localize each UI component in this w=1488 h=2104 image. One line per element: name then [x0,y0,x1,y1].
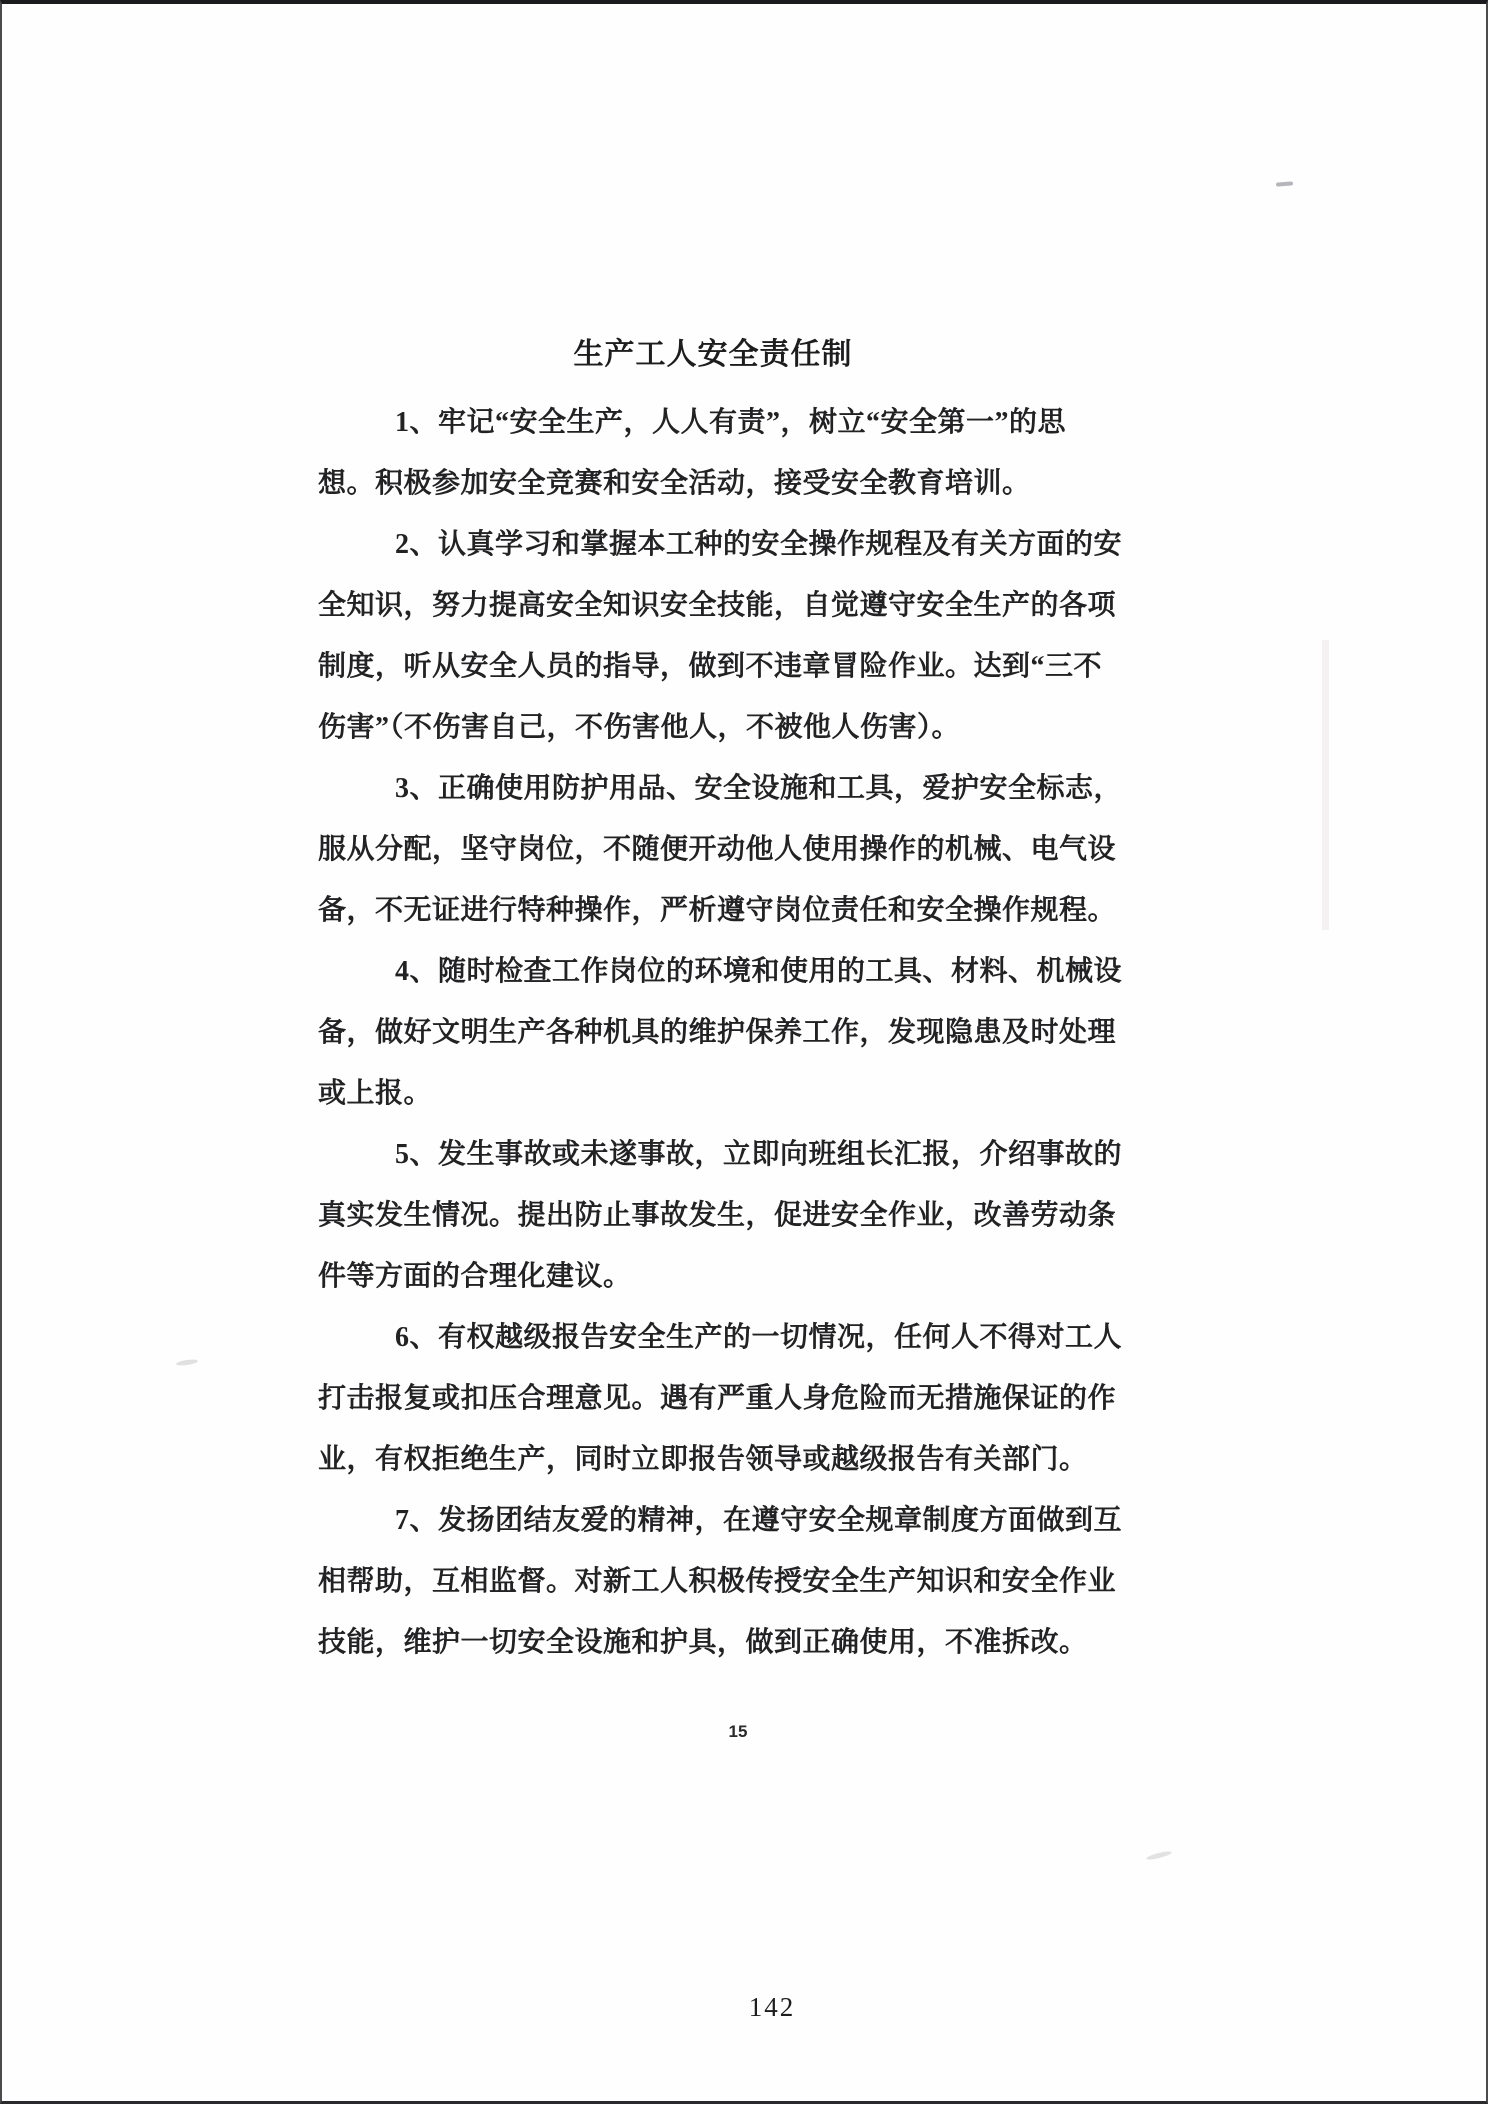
paragraph-7-line-2: 相帮助，互相监督。对新工人积极传授安全生产知识和安全作业 [318,1566,1117,1597]
paragraph-6-line-2: 打击报复或扣压合理意见。遇有严重人身危险而无措施保证的作 [318,1383,1117,1414]
scan-artifact [176,1358,198,1366]
page-number: 142 [748,1992,796,2022]
paragraph-3-line-1: 3、正确使用防护用品、安全设施和工具，爱护安全标志， [395,773,1123,804]
paragraph-3-line-3: 备，不无证进行特种操作，严析遵守岗位责任和安全操作规程。 [318,895,1117,926]
document-body [318,392,1148,1673]
paragraph-4-line-1: 4、随时检查工作岗位的环境和使用的工具、材料、机械设 [395,956,1123,987]
paragraph-2-line-3: 制度，听从安全人员的指导，做到不违章冒险作业。达到“三不 [318,651,1103,682]
paragraph-2-line-1: 2、认真学习和掌握本工种的安全操作规程及有关方面的安 [395,529,1123,560]
paragraph-7-line-1: 7、发扬团结友爱的精神，在遵守安全规章制度方面做到互 [395,1505,1123,1536]
scan-artifact [1276,181,1293,186]
paragraph-5-line-1: 5、发生事故或未遂事故，立即向班组长汇报，介绍事故的 [395,1139,1123,1170]
paragraph-1-line-1: 1、牢记“安全生产，人人有责”，树立“安全第一”的思 [395,407,1067,438]
paragraph-4-line-2: 备，做好文明生产各种机具的维护保养工作，发现隐患及时处理 [318,1017,1117,1048]
paragraph-2-line-4: 伤害”（不伤害自己，不伤害他人，不被他人伤害）。 [318,712,961,743]
paragraph-3-line-2: 服从分配，坚守岗位，不随便开动他人使用操作的机械、电气设 [318,834,1117,865]
paragraph-5-line-2: 真实发生情况。提出防止事故发生，促进安全作业，改善劳动条 [318,1200,1117,1231]
scan-artifact [1322,640,1329,930]
paragraph-1-line-2: 想。积极参加安全竞赛和安全活动，接受安全教育培训。 [318,468,1031,499]
inner-page-number: 15 [728,1722,748,1741]
paragraph-6-line-1: 6、有权越级报告安全生产的一切情况，任何人不得对工人 [395,1322,1123,1353]
paragraph-2-line-2: 全知识，努力提高安全知识安全技能，自觉遵守安全生产的各项 [318,590,1117,621]
document-title: 生产工人安全责任制 [573,338,853,371]
scan-artifact [1146,1850,1172,1861]
paragraph-4-line-3: 或上报。 [318,1078,433,1109]
paragraph-6-line-3: 业，有权拒绝生产，同时立即报告领导或越级报告有关部门。 [318,1444,1088,1475]
paragraph-5-line-3: 件等方面的合理化建议。 [318,1261,632,1292]
paragraph-7-line-3: 技能，维护一切安全设施和护具，做到正确使用，不准拆改。 [318,1627,1088,1658]
